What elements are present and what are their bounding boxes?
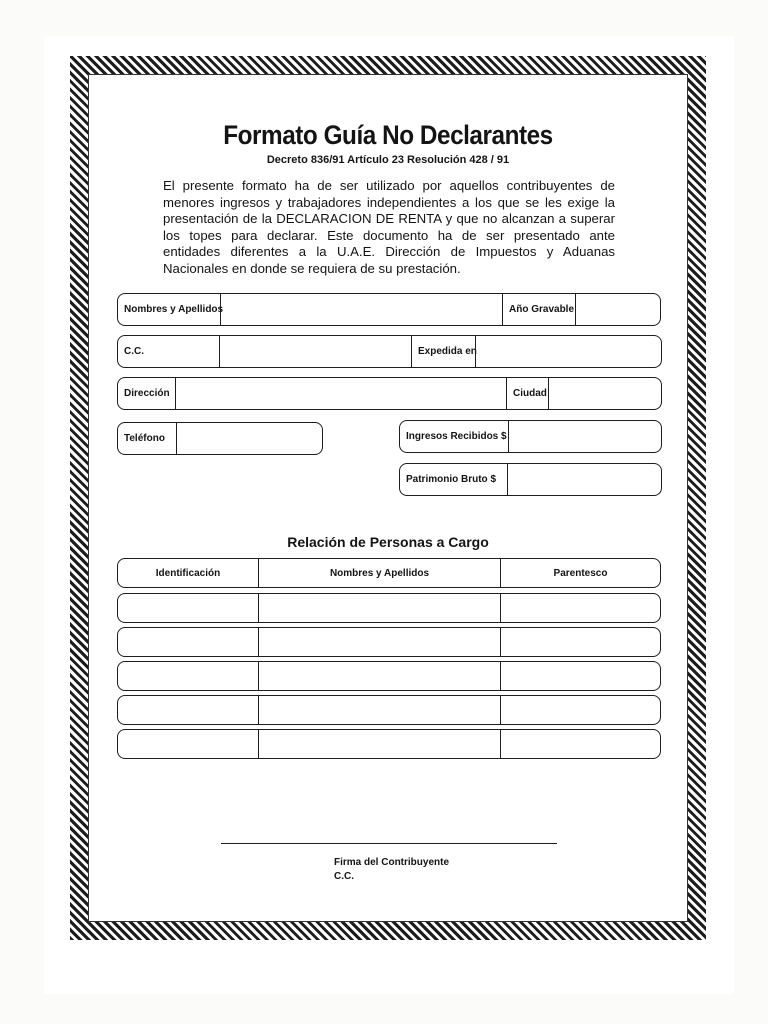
expedida-label: Expedida en (418, 346, 477, 357)
telefono-row (117, 422, 323, 455)
ingresos-label: Ingresos Recibidos $ (406, 431, 507, 442)
parentesco-cell[interactable] (501, 662, 660, 690)
parentesco-cell[interactable] (501, 628, 660, 656)
direccion-label: Dirección (124, 388, 170, 399)
direccion-row (117, 377, 662, 410)
nombres-cell[interactable] (259, 696, 500, 724)
patrimonio-label: Patrimonio Bruto $ (406, 474, 497, 485)
patrimonio-input[interactable] (508, 464, 661, 495)
identificacion-cell[interactable] (118, 662, 258, 690)
parentesco-cell[interactable] (501, 696, 660, 724)
parentesco-cell[interactable] (501, 730, 660, 758)
ingresos-row (399, 420, 662, 453)
nombres-input[interactable] (221, 294, 501, 325)
signature-line[interactable] (221, 843, 557, 844)
ingresos-input[interactable] (509, 421, 661, 452)
ano-gravable-label: Año Gravable (509, 304, 575, 315)
dependents-title: Relación de Personas a Cargo (287, 534, 489, 550)
header-parentesco: Parentesco (553, 567, 608, 579)
nombres-row (117, 293, 661, 326)
table-row (117, 661, 661, 691)
table-row (117, 695, 661, 725)
nombres-cell[interactable] (259, 594, 500, 622)
ano-gravable-input[interactable] (576, 294, 660, 325)
table-row (117, 729, 661, 759)
signature-cc-label: C.C. (334, 871, 354, 882)
identificacion-cell[interactable] (118, 628, 258, 656)
header-identificacion: Identificación (155, 567, 221, 579)
ciudad-input[interactable] (549, 378, 661, 409)
nombres-cell[interactable] (259, 730, 500, 758)
identificacion-cell[interactable] (118, 730, 258, 758)
ciudad-label: Ciudad (513, 388, 547, 399)
identificacion-cell[interactable] (118, 594, 258, 622)
cc-label: C.C. (124, 346, 144, 357)
identificacion-cell[interactable] (118, 696, 258, 724)
nombres-label: Nombres y Apellidos (124, 304, 224, 315)
signature-label: Firma del Contribuyente (334, 857, 450, 868)
table-row (117, 593, 661, 623)
intro-paragraph: El presente formato ha de ser utilizado por aquellos contribuyentes de menores ingresos y trabajadores independientes a los que se les exige la presentación de la DECLARACION DE RENTA y que no alcanzan a superar los topes para declarar. Este documento ha de ser presentado ante entidades diferentes a la U.A.E. Dirección de Impuestos y Aduanas Nacionales en donde se requiera de su prestación. (163, 178, 615, 276)
nombres-cell[interactable] (259, 628, 500, 656)
header-nombres: Nombres y Apellidos (329, 567, 430, 579)
dependents-header-row (117, 558, 661, 588)
patrimonio-row (399, 463, 662, 496)
telefono-label: Teléfono (124, 433, 165, 444)
parentesco-cell[interactable] (501, 594, 660, 622)
nombres-cell[interactable] (259, 662, 500, 690)
signature-block (334, 856, 449, 884)
document-title: Formato Guía No Declarantes (223, 120, 553, 150)
cc-row (117, 335, 662, 368)
direccion-input[interactable] (176, 378, 505, 409)
cc-input[interactable] (220, 336, 410, 367)
telefono-input[interactable] (177, 423, 322, 454)
expedida-input[interactable] (476, 336, 661, 367)
table-row (117, 627, 661, 657)
document-subtitle: Decreto 836/91 Artículo 23 Resolución 428 / 91 (266, 154, 510, 166)
